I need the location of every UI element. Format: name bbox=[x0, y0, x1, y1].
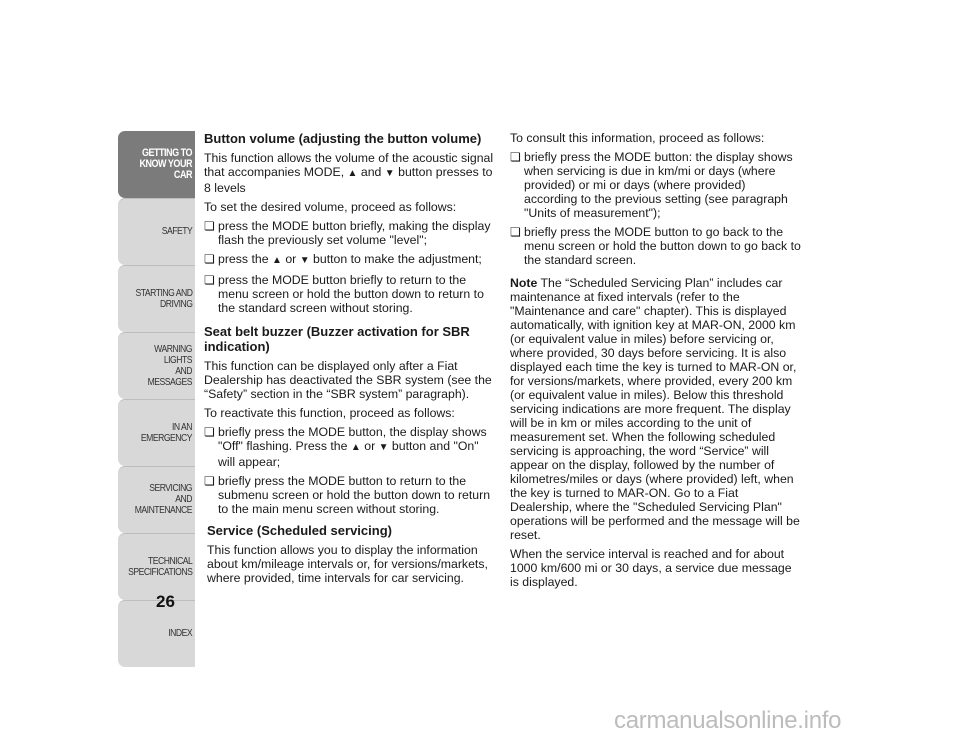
seat-belt-heading: Seat belt buzzer (Buzzer activation for SBR indication) bbox=[204, 324, 470, 354]
down-arrow-icon: ▼ bbox=[384, 168, 395, 179]
down-arrow-icon: ▼ bbox=[299, 255, 310, 266]
button-volume-intro: This function allows the volume of the acoustic signal that accompanies MODE, ▲ and ▼ button presses to 8 levels bbox=[204, 151, 494, 195]
tab-starting-and-driving[interactable] bbox=[118, 265, 195, 332]
tab-label: WARNING LIGHTS AND MESSAGES bbox=[147, 342, 192, 388]
tab-label: IN AN EMERGENCY bbox=[140, 420, 192, 444]
right-column bbox=[510, 131, 802, 594]
button-volume-heading: Button volume (adjusting the button volume) bbox=[204, 131, 482, 146]
up-arrow-icon: ▲ bbox=[272, 255, 282, 266]
seat-belt-proceed: To reactivate this function, proceed as follows: bbox=[204, 406, 455, 420]
seat-belt-intro: This function can be displayed only after a Fiat Dealership has deactivated the SBR system (see the “Safety” section in the “SBR system” paragraph). bbox=[204, 359, 492, 401]
tab-label: STARTING AND DRIVING bbox=[135, 286, 192, 310]
tab-label: INDEX bbox=[168, 627, 192, 640]
watermark: carmanualsonline.info bbox=[614, 707, 842, 734]
up-arrow-icon: ▲ bbox=[350, 442, 361, 453]
tab-label: SERVICING AND MAINTENANCE bbox=[134, 482, 192, 517]
list-item: ❏ press the MODE button briefly, making the display flash the previously set volume "level"; bbox=[204, 219, 494, 247]
page-number: 26 bbox=[156, 592, 175, 611]
note-paragraph: Note The “Scheduled Servicing Plan” includes car maintenance at fixed intervals (refer to the "Maintenance and care" chapter). This is displayed automatically, with ignition key at MAR-ON, 2000 km (or equivalent value in miles) before servicing or, where provided, 30 days before servicing. It is also displayed each time the key is turned to MAR-ON or, for versions/markets, where provided, every 200 km (or equivalent value in miles). Below this threshold servicing indications are more frequent. The display will be in km or miles according to the unit of measurement set. When the following scheduled servicing is approaching, the word “Service” will appear on the display, followed by the number of kilometres/miles or days (where provided) left, when the key is turned to MAR-ON. Go to a Fiat Dealership, where the "Scheduled Servicing Plan" operations will be performed and the message will be reset. bbox=[510, 276, 800, 542]
tab-servicing-and-maintenance[interactable] bbox=[118, 466, 195, 533]
list-item: ❏ briefly press the MODE button, the display shows "Off" flashing. Press the ▲ or ▼ button and "On" will appear; bbox=[204, 425, 494, 469]
note-label: Note bbox=[510, 276, 538, 290]
service-intro: This function allows you to display the information about km/mileage intervals or, for versions/markets, where provided, time intervals for car servicing. bbox=[207, 543, 488, 585]
service-heading: Service (Scheduled servicing) bbox=[207, 523, 392, 538]
tab-label: GETTING TO KNOW YOUR CAR bbox=[139, 146, 192, 181]
left-column bbox=[204, 131, 494, 590]
tab-in-an-emergency[interactable] bbox=[118, 399, 195, 466]
button-volume-proceed: To set the desired volume, proceed as follows: bbox=[204, 200, 457, 214]
list-item: ❏ briefly press the MODE button to return to the submenu screen or hold the button down to return to the main menu screen without storing. bbox=[204, 474, 494, 516]
tab-technical-specifications[interactable] bbox=[118, 533, 195, 600]
tab-label: TECHNICAL SPECIFICATIONS bbox=[127, 554, 192, 578]
tab-label: SAFETY bbox=[161, 225, 192, 238]
list-item: ❏ press the MODE button briefly to return to the menu screen or hold the button down to return to the standard screen without storing. bbox=[204, 273, 494, 315]
final-paragraph: When the service interval is reached and for about 1000 km/600 mi or 30 days, a service due message is displayed. bbox=[510, 547, 792, 589]
list-item: ❏ briefly press the MODE button to go back to the menu screen or hold the button down to go back to the standard screen. bbox=[510, 225, 802, 267]
up-arrow-icon: ▲ bbox=[347, 168, 358, 179]
tab-warning-lights[interactable] bbox=[118, 332, 195, 399]
chapter-tabs bbox=[118, 131, 195, 667]
consult-text: To consult this information, proceed as follows: bbox=[510, 131, 765, 145]
list-item: ❏ press the ▲ or ▼ button to make the adjustment; bbox=[204, 252, 494, 268]
list-item: ❏ briefly press the MODE button: the display shows when servicing is due in km/mi or days (where provided) or mi or days (where provided) according to the previous setting (see paragraph "Units of measurement"); bbox=[510, 150, 802, 220]
down-arrow-icon: ▼ bbox=[378, 442, 389, 453]
tab-safety[interactable] bbox=[118, 198, 195, 265]
tab-getting-to-know-your-car[interactable] bbox=[118, 131, 195, 198]
